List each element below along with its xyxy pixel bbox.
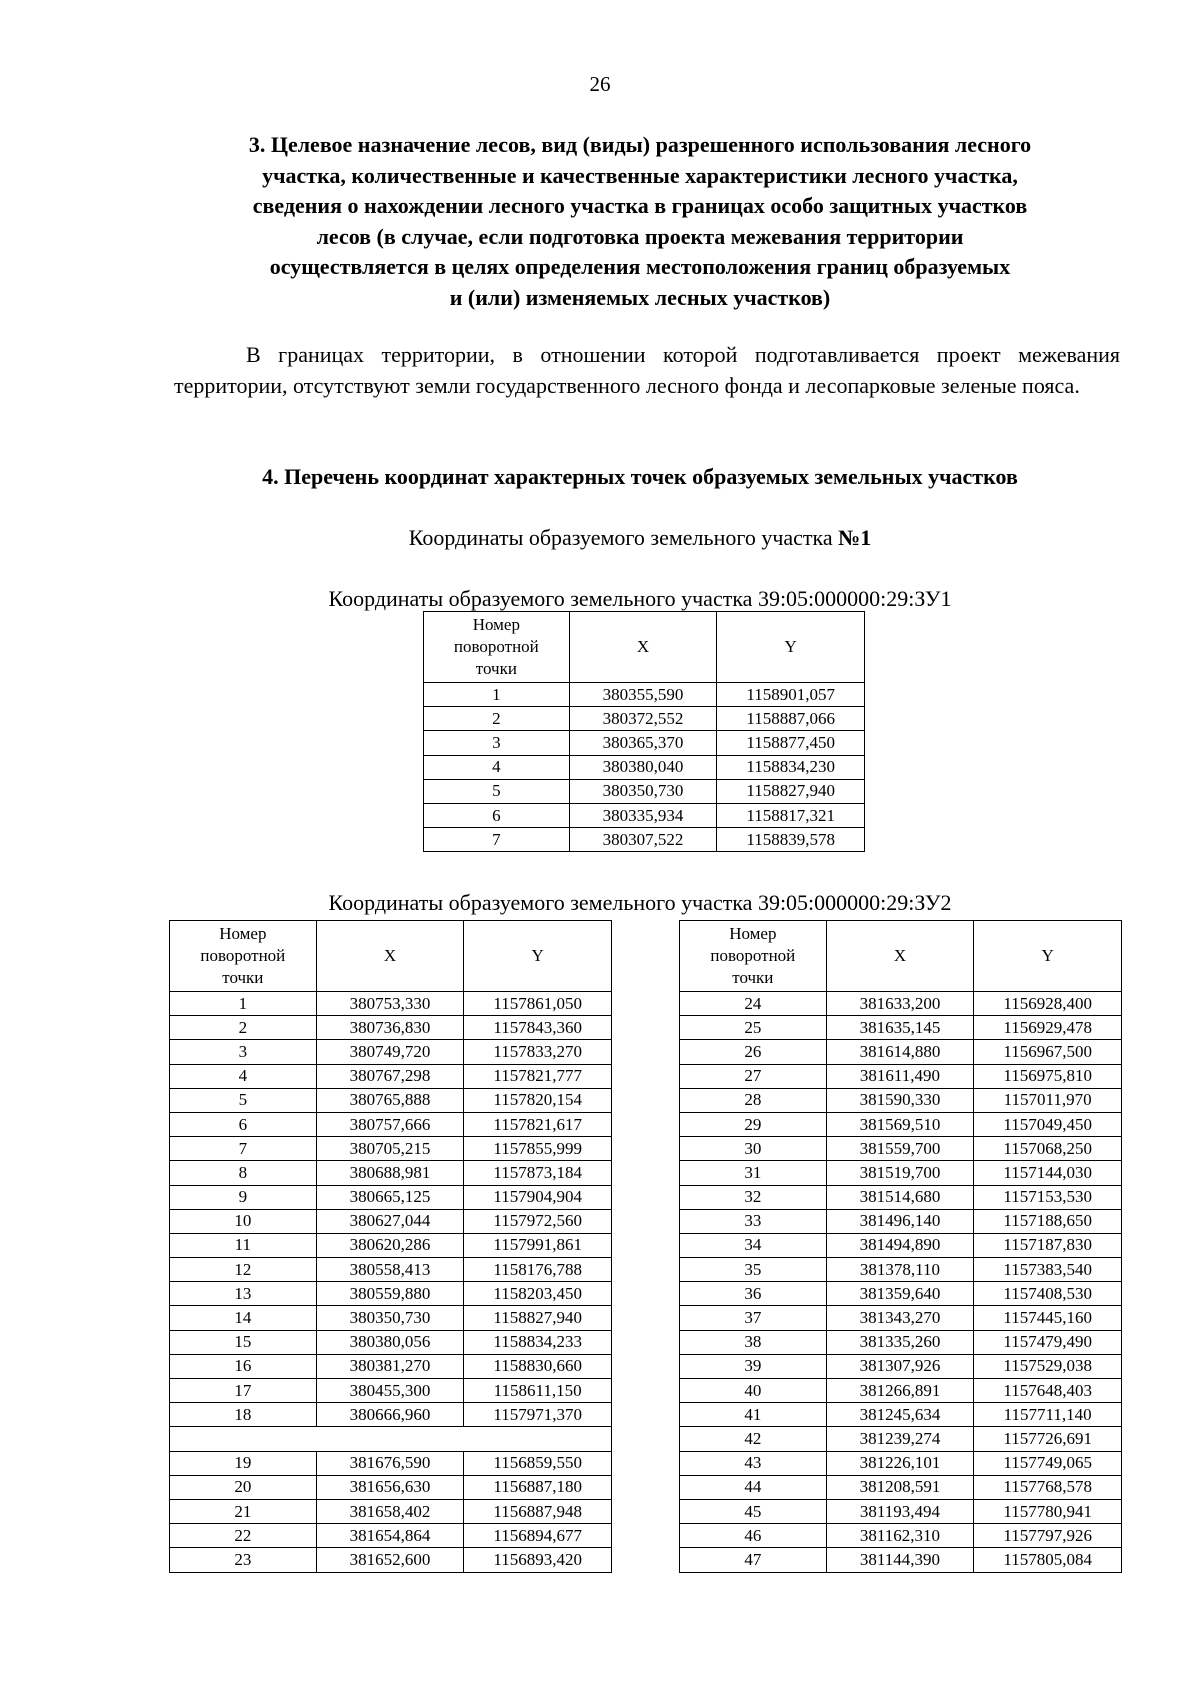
y-coordinate-cell: 1158176,788	[464, 1258, 612, 1282]
x-coordinate-cell: 381519,700	[826, 1161, 974, 1185]
x-coordinate-cell: 380627,044	[316, 1209, 464, 1233]
y-coordinate-cell: 1156887,948	[464, 1499, 612, 1523]
table-row	[170, 1379, 612, 1403]
table-row	[680, 1233, 1122, 1257]
table-row	[170, 1137, 612, 1161]
table-row	[170, 1088, 612, 1112]
table-row	[680, 1306, 1122, 1330]
y-coordinate-cell: 1158203,450	[464, 1282, 612, 1306]
section-3-paragraph: В границах территории, в отношении которой подготавливается проект межевания территории, отсутствуют земли государственного лесного фонда и лесопарковые зеленые пояса.	[174, 342, 1120, 398]
y-coordinate-cell: 1157749,065	[974, 1451, 1122, 1475]
x-coordinate-cell: 381654,864	[316, 1524, 464, 1548]
point-number-cell: 10	[170, 1209, 317, 1233]
point-number-cell: 13	[170, 1282, 317, 1306]
point-number-cell: 31	[680, 1161, 827, 1185]
table-row	[424, 828, 865, 852]
point-number-cell: 35	[680, 1258, 827, 1282]
x-coordinate-cell: 380736,830	[316, 1016, 464, 1040]
table-row	[680, 1112, 1122, 1136]
point-number-cell: 25	[680, 1016, 827, 1040]
plot-1-subtitle	[160, 525, 1120, 551]
table-row	[170, 1330, 612, 1354]
page-number: 26	[589, 72, 611, 96]
y-coordinate-cell: 1157648,403	[974, 1379, 1122, 1403]
y-coordinate-cell: 1156928,400	[974, 992, 1122, 1016]
x-coordinate-cell: 381239,274	[826, 1427, 974, 1451]
point-number-cell: 4	[424, 755, 570, 779]
y-coordinate-cell: 1157187,830	[974, 1233, 1122, 1257]
table-row	[680, 1330, 1122, 1354]
heading-line: осуществляется в целях определения местоположения границ образуемых	[269, 254, 1011, 279]
table-row	[170, 1403, 612, 1427]
y-coordinate-cell: 1158830,660	[464, 1354, 612, 1378]
table-header-row	[170, 921, 612, 992]
table-row	[680, 1282, 1122, 1306]
x-coordinate-cell: 380335,934	[569, 803, 717, 827]
table-row	[170, 1233, 612, 1257]
point-number-cell: 41	[680, 1403, 827, 1427]
table-row	[170, 1499, 612, 1523]
x-coordinate-cell: 381656,630	[316, 1475, 464, 1499]
table-row	[680, 1040, 1122, 1064]
x-coordinate-cell: 380620,286	[316, 1233, 464, 1257]
x-coordinate-cell: 380355,590	[569, 683, 717, 707]
x-coordinate-cell: 380380,056	[316, 1330, 464, 1354]
x-coordinate-cell: 381144,390	[826, 1548, 974, 1572]
point-number-header: Номер поворотной точки	[170, 921, 317, 992]
point-number-cell: 34	[680, 1233, 827, 1257]
x-header: X	[826, 921, 974, 992]
x-coordinate-cell: 380688,981	[316, 1161, 464, 1185]
y-coordinate-cell: 1157797,926	[974, 1524, 1122, 1548]
y-coordinate-cell: 1157383,540	[974, 1258, 1122, 1282]
point-number-cell: 18	[170, 1403, 317, 1427]
plot-1-subtitle-text: Координаты образуемого земельного участка	[408, 525, 839, 550]
point-number-cell: 8	[170, 1161, 317, 1185]
point-number-cell: 30	[680, 1137, 827, 1161]
table-row	[680, 1499, 1122, 1523]
point-number-cell: 16	[170, 1354, 317, 1378]
x-coordinate-cell: 380350,730	[569, 779, 717, 803]
x-coordinate-cell: 381208,591	[826, 1475, 974, 1499]
x-coordinate-cell: 380705,215	[316, 1137, 464, 1161]
y-coordinate-cell: 1158817,321	[717, 803, 865, 827]
y-coordinate-cell: 1156893,420	[464, 1548, 612, 1572]
table-row	[424, 683, 865, 707]
x-coordinate-cell: 380350,730	[316, 1306, 464, 1330]
table-row	[170, 1258, 612, 1282]
x-coordinate-cell: 381590,330	[826, 1088, 974, 1112]
table-row	[170, 1451, 612, 1475]
x-coordinate-cell: 380559,880	[316, 1282, 464, 1306]
point-number-header: Номер поворотной точки	[424, 612, 570, 683]
y-coordinate-cell: 1157068,250	[974, 1137, 1122, 1161]
table-row	[170, 1524, 612, 1548]
table-row	[680, 1475, 1122, 1499]
point-number-cell: 32	[680, 1185, 827, 1209]
y-coordinate-cell: 1158834,233	[464, 1330, 612, 1354]
point-number-cell: 11	[170, 1233, 317, 1257]
x-coordinate-cell: 380372,552	[569, 707, 717, 731]
y-coordinate-cell: 1157821,617	[464, 1112, 612, 1136]
point-number-cell: 12	[170, 1258, 317, 1282]
table-row	[680, 1451, 1122, 1475]
x-coordinate-cell: 380765,888	[316, 1088, 464, 1112]
y-coordinate-cell: 1156929,478	[974, 1016, 1122, 1040]
point-number-cell: 29	[680, 1112, 827, 1136]
table-row	[170, 1185, 612, 1209]
table-row	[424, 755, 865, 779]
table-row	[170, 1306, 612, 1330]
heading-line: и (или) изменяемых лесных участков)	[449, 284, 831, 310]
point-number-cell: 2	[424, 707, 570, 731]
point-number-cell: 22	[170, 1524, 317, 1548]
y-coordinate-cell: 1157408,530	[974, 1282, 1122, 1306]
table-row	[680, 1064, 1122, 1088]
zu1-coordinates-table	[423, 611, 865, 852]
zu2-coordinates-table-right	[679, 920, 1122, 1573]
table-row	[170, 1064, 612, 1088]
x-coordinate-cell: 380365,370	[569, 731, 717, 755]
y-coordinate-cell: 1157153,530	[974, 1185, 1122, 1209]
table-row	[680, 1185, 1122, 1209]
point-number-cell: 3	[424, 731, 570, 755]
table-row	[680, 1258, 1122, 1282]
table-row	[680, 992, 1122, 1016]
point-number-cell: 45	[680, 1499, 827, 1523]
table-row	[680, 1403, 1122, 1427]
y-coordinate-cell: 1157049,450	[974, 1112, 1122, 1136]
y-coordinate-cell: 1156894,677	[464, 1524, 612, 1548]
x-coordinate-cell: 381569,510	[826, 1112, 974, 1136]
x-coordinate-cell: 380380,040	[569, 755, 717, 779]
heading-line: сведения о нахождении лесного участка в границах особо защитных участков	[252, 193, 1028, 218]
y-coordinate-cell: 1157821,777	[464, 1064, 612, 1088]
x-coordinate-cell: 381335,260	[826, 1330, 974, 1354]
x-coordinate-cell: 381633,200	[826, 992, 974, 1016]
point-number-cell: 3	[170, 1040, 317, 1064]
y-coordinate-cell: 1157011,970	[974, 1088, 1122, 1112]
y-header: Y	[974, 921, 1122, 992]
point-number-cell: 44	[680, 1475, 827, 1499]
point-number-cell: 43	[680, 1451, 827, 1475]
table-row	[424, 779, 865, 803]
table-row	[680, 1548, 1122, 1572]
point-number-cell: 19	[170, 1451, 317, 1475]
y-header: Y	[464, 921, 612, 992]
table-row	[424, 707, 865, 731]
point-number-cell: 5	[424, 779, 570, 803]
x-coordinate-cell: 380455,300	[316, 1379, 464, 1403]
y-coordinate-cell: 1157873,184	[464, 1161, 612, 1185]
table-row	[170, 992, 612, 1016]
point-number-cell: 26	[680, 1040, 827, 1064]
y-coordinate-cell: 1157726,691	[974, 1427, 1122, 1451]
table-row	[680, 1379, 1122, 1403]
zu2-coordinates-table-left	[169, 920, 612, 1573]
y-coordinate-cell: 1158611,150	[464, 1379, 612, 1403]
point-number-cell: 21	[170, 1499, 317, 1523]
x-coordinate-cell: 380558,413	[316, 1258, 464, 1282]
x-coordinate-cell: 380767,298	[316, 1064, 464, 1088]
table-row	[170, 1475, 612, 1499]
point-number-cell: 23	[170, 1548, 317, 1572]
x-coordinate-cell: 381378,110	[826, 1258, 974, 1282]
table-row	[170, 1040, 612, 1064]
y-coordinate-cell: 1158839,578	[717, 828, 865, 852]
point-number-cell: 20	[170, 1475, 317, 1499]
y-coordinate-cell: 1157861,050	[464, 992, 612, 1016]
x-coordinate-cell: 380381,270	[316, 1354, 464, 1378]
point-number-cell: 38	[680, 1330, 827, 1354]
table-row	[680, 1427, 1122, 1451]
table-row	[680, 1161, 1122, 1185]
point-number-cell: 39	[680, 1354, 827, 1378]
y-coordinate-cell: 1158827,940	[717, 779, 865, 803]
x-coordinate-cell: 381162,310	[826, 1524, 974, 1548]
x-coordinate-cell: 381359,640	[826, 1282, 974, 1306]
x-coordinate-cell: 381266,891	[826, 1379, 974, 1403]
y-coordinate-cell: 1156859,550	[464, 1451, 612, 1475]
point-number-cell: 42	[680, 1427, 827, 1451]
point-number-cell: 15	[170, 1330, 317, 1354]
point-number-header: Номер поворотной точки	[680, 921, 827, 992]
point-number-cell: 6	[424, 803, 570, 827]
x-coordinate-cell: 380757,666	[316, 1112, 464, 1136]
y-coordinate-cell: 1157833,270	[464, 1040, 612, 1064]
table-row	[680, 1016, 1122, 1040]
point-number-cell: 1	[170, 992, 317, 1016]
y-coordinate-cell: 1156967,500	[974, 1040, 1122, 1064]
table-row	[170, 1016, 612, 1040]
table-row	[170, 1161, 612, 1185]
y-coordinate-cell: 1157855,999	[464, 1137, 612, 1161]
point-number-cell: 17	[170, 1379, 317, 1403]
x-coordinate-cell: 381245,634	[826, 1403, 974, 1427]
y-coordinate-cell: 1157479,490	[974, 1330, 1122, 1354]
section-3-heading	[160, 130, 1120, 313]
y-coordinate-cell: 1158887,066	[717, 707, 865, 731]
y-coordinate-cell: 1157843,360	[464, 1016, 612, 1040]
heading-line: лесов (в случае, если подготовка проекта межевания территории	[316, 223, 964, 249]
x-coordinate-cell: 381226,101	[826, 1451, 974, 1475]
x-coordinate-cell: 381343,270	[826, 1306, 974, 1330]
y-coordinate-cell: 1157768,578	[974, 1475, 1122, 1499]
point-number-cell: 27	[680, 1064, 827, 1088]
y-coordinate-cell: 1157971,370	[464, 1403, 612, 1427]
table-row	[170, 1282, 612, 1306]
x-coordinate-cell: 381652,600	[316, 1548, 464, 1572]
point-number-cell: 47	[680, 1548, 827, 1572]
zu2-caption: Координаты образуемого земельного участка 39:05:000000:29:ЗУ2	[328, 890, 952, 915]
table-row	[680, 1088, 1122, 1112]
table-header-row	[424, 612, 865, 683]
x-coordinate-cell: 381611,490	[826, 1064, 974, 1088]
plot-1-subtitle-number: №1	[838, 525, 872, 550]
point-number-cell: 7	[170, 1137, 317, 1161]
y-coordinate-cell: 1158834,230	[717, 755, 865, 779]
x-coordinate-cell: 381496,140	[826, 1209, 974, 1233]
table-row	[424, 731, 865, 755]
x-coordinate-cell: 380753,330	[316, 992, 464, 1016]
point-number-cell: 28	[680, 1088, 827, 1112]
point-number-cell: 33	[680, 1209, 827, 1233]
x-coordinate-cell: 381658,402	[316, 1499, 464, 1523]
x-coordinate-cell: 381307,926	[826, 1354, 974, 1378]
point-number-cell: 40	[680, 1379, 827, 1403]
zu1-caption: Координаты образуемого земельного участка 39:05:000000:29:ЗУ1	[328, 586, 952, 611]
x-coordinate-cell: 380666,960	[316, 1403, 464, 1427]
point-number-cell: 4	[170, 1064, 317, 1088]
table-row	[680, 1137, 1122, 1161]
y-coordinate-cell: 1157972,560	[464, 1209, 612, 1233]
y-coordinate-cell: 1156887,180	[464, 1475, 612, 1499]
point-number-cell: 14	[170, 1306, 317, 1330]
y-coordinate-cell: 1157780,941	[974, 1499, 1122, 1523]
table-row	[170, 1548, 612, 1572]
y-coordinate-cell: 1157991,861	[464, 1233, 612, 1257]
x-coordinate-cell: 381559,700	[826, 1137, 974, 1161]
table-row	[170, 1112, 612, 1136]
section-4-heading: 4. Перечень координат характерных точек образуемых земельных участков	[262, 464, 1018, 489]
table-row	[680, 1209, 1122, 1233]
point-number-cell: 7	[424, 828, 570, 852]
y-coordinate-cell: 1156975,810	[974, 1064, 1122, 1088]
y-coordinate-cell: 1157904,904	[464, 1185, 612, 1209]
point-number-cell: 37	[680, 1306, 827, 1330]
point-number-cell: 36	[680, 1282, 827, 1306]
y-header: Y	[717, 612, 865, 683]
y-coordinate-cell: 1158901,057	[717, 683, 865, 707]
y-coordinate-cell: 1157144,030	[974, 1161, 1122, 1185]
point-number-cell: 6	[170, 1112, 317, 1136]
x-coordinate-cell: 381676,590	[316, 1451, 464, 1475]
table-row	[424, 803, 865, 827]
point-number-cell: 5	[170, 1088, 317, 1112]
x-coordinate-cell: 381193,494	[826, 1499, 974, 1523]
x-coordinate-cell: 381614,880	[826, 1040, 974, 1064]
y-coordinate-cell: 1157820,154	[464, 1088, 612, 1112]
y-coordinate-cell: 1157805,084	[974, 1548, 1122, 1572]
heading-line: участка, количественные и качественные характеристики лесного участка,	[262, 162, 1018, 188]
heading-line: 3. Целевое назначение лесов, вид (виды) разрешенного использования лесного	[248, 132, 1032, 157]
point-number-cell: 24	[680, 992, 827, 1016]
contour-separator-row	[170, 1427, 612, 1451]
point-number-cell: 46	[680, 1524, 827, 1548]
y-coordinate-cell: 1157445,160	[974, 1306, 1122, 1330]
point-number-cell: 9	[170, 1185, 317, 1209]
y-coordinate-cell: 1157188,650	[974, 1209, 1122, 1233]
x-header: X	[316, 921, 464, 992]
x-coordinate-cell: 381635,145	[826, 1016, 974, 1040]
y-coordinate-cell: 1158827,940	[464, 1306, 612, 1330]
x-header: X	[569, 612, 717, 683]
point-number-cell: 1	[424, 683, 570, 707]
y-coordinate-cell: 1157529,038	[974, 1354, 1122, 1378]
x-coordinate-cell: 380665,125	[316, 1185, 464, 1209]
point-number-cell: 2	[170, 1016, 317, 1040]
table-header-row	[680, 921, 1122, 992]
x-coordinate-cell: 381494,890	[826, 1233, 974, 1257]
y-coordinate-cell: 1157711,140	[974, 1403, 1122, 1427]
table-row	[680, 1524, 1122, 1548]
y-coordinate-cell: 1158877,450	[717, 731, 865, 755]
table-row	[170, 1209, 612, 1233]
x-coordinate-cell: 380749,720	[316, 1040, 464, 1064]
x-coordinate-cell: 381514,680	[826, 1185, 974, 1209]
table-row	[170, 1354, 612, 1378]
table-row	[680, 1354, 1122, 1378]
x-coordinate-cell: 380307,522	[569, 828, 717, 852]
